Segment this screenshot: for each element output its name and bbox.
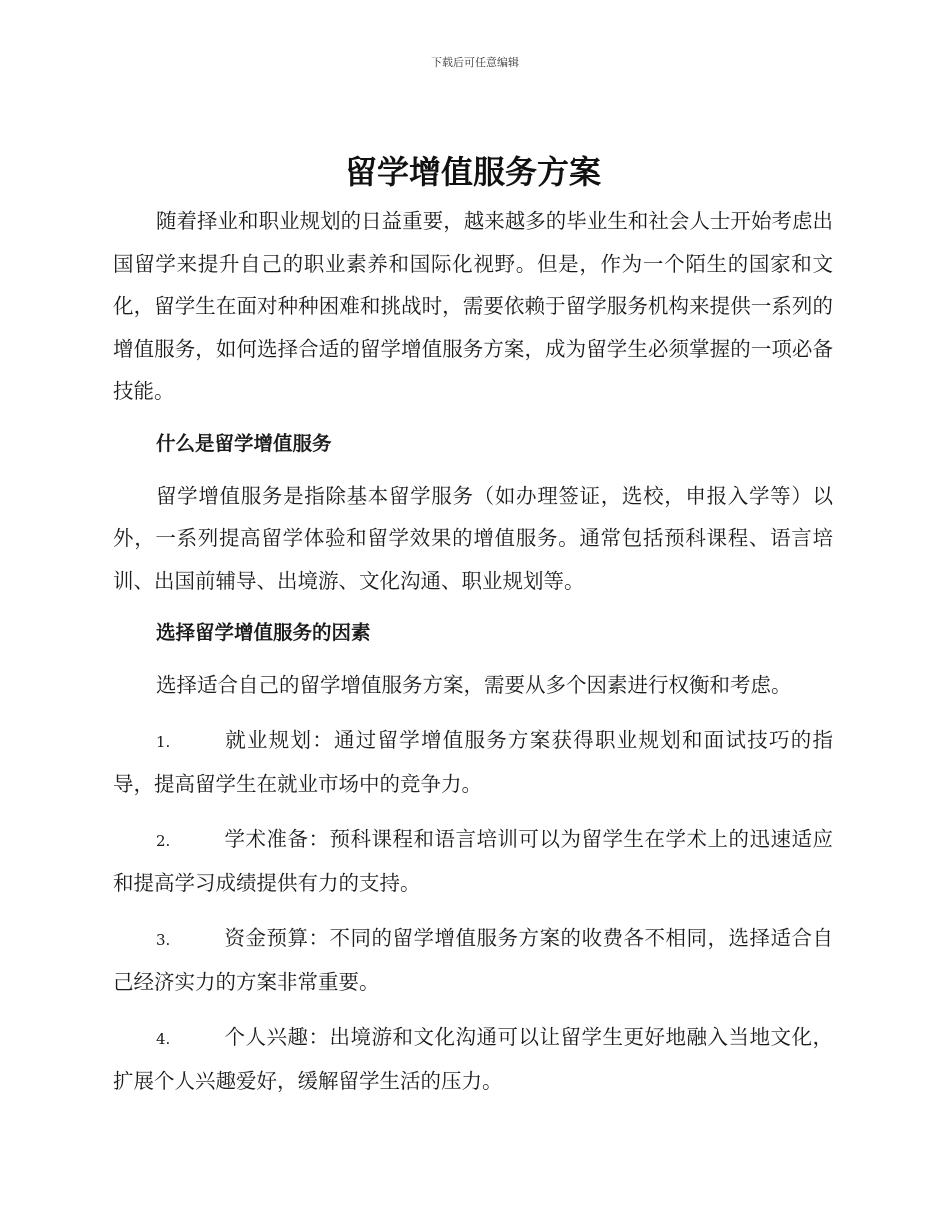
list-item-text: 学术准备：预科课程和语言培训可以为留学生在学术上的迅速适应和提高学习成绩提供有力的支持。 [113,826,833,895]
section-paragraph-factors: 选择适合自己的留学增值服务方案，需要从多个因素进行权衡和考虑。 [156,673,792,697]
factor-item-2 [113,818,833,905]
section-heading-what-is: 什么是留学增值服务 [156,431,332,455]
factor-item-4 [113,1016,833,1103]
list-number: 4. [156,1029,171,1048]
section-paragraph-what-is: 留学增值服务是指除基本留学服务（如办理签证，选校，申报入学等）以外，一系列提高留学体验和留学效果的增值服务。通常包括预科课程、语言培训、出国前辅导、出境游、文化沟通、职业规划等。 [113,483,833,593]
list-number: 1. [156,732,171,751]
header-note: 下载后可任意编辑 [431,56,519,69]
list-item-text: 资金预算：不同的留学增值服务方案的收费各不相同，选择适合自己经济实力的方案非常重要。 [113,925,833,994]
factor-item-3 [113,917,833,1004]
intro-paragraph: 随着择业和职业规划的日益重要，越来越多的毕业生和社会人士开始考虑出国留学来提升自己的职业素养和国际化视野。但是，作为一个陌生的国家和文化，留学生在面对种种困难和挑战时，需要依赖于留学服务机构来提供一系列的增值服务，如何选择合适的留学增值服务方案，成为留学生必须掌握的一项必备技能。 [113,209,833,403]
list-number: 3. [156,930,171,949]
list-item-text: 个人兴趣：出境游和文化沟通可以让留学生更好地融入当地文化，扩展个人兴趣爱好，缓解留学生活的压力。 [113,1024,833,1093]
list-number: 2. [156,831,171,850]
factor-item-1 [113,719,833,806]
document-title: 留学增值服务方案 [344,153,601,191]
section-heading-factors: 选择留学增值服务的因素 [156,621,371,644]
document-body [113,146,833,1103]
list-item-text: 就业规划：通过留学增值服务方案获得职业规划和面试技巧的指导，提高留学生在就业市场中的竞争力。 [113,727,833,796]
